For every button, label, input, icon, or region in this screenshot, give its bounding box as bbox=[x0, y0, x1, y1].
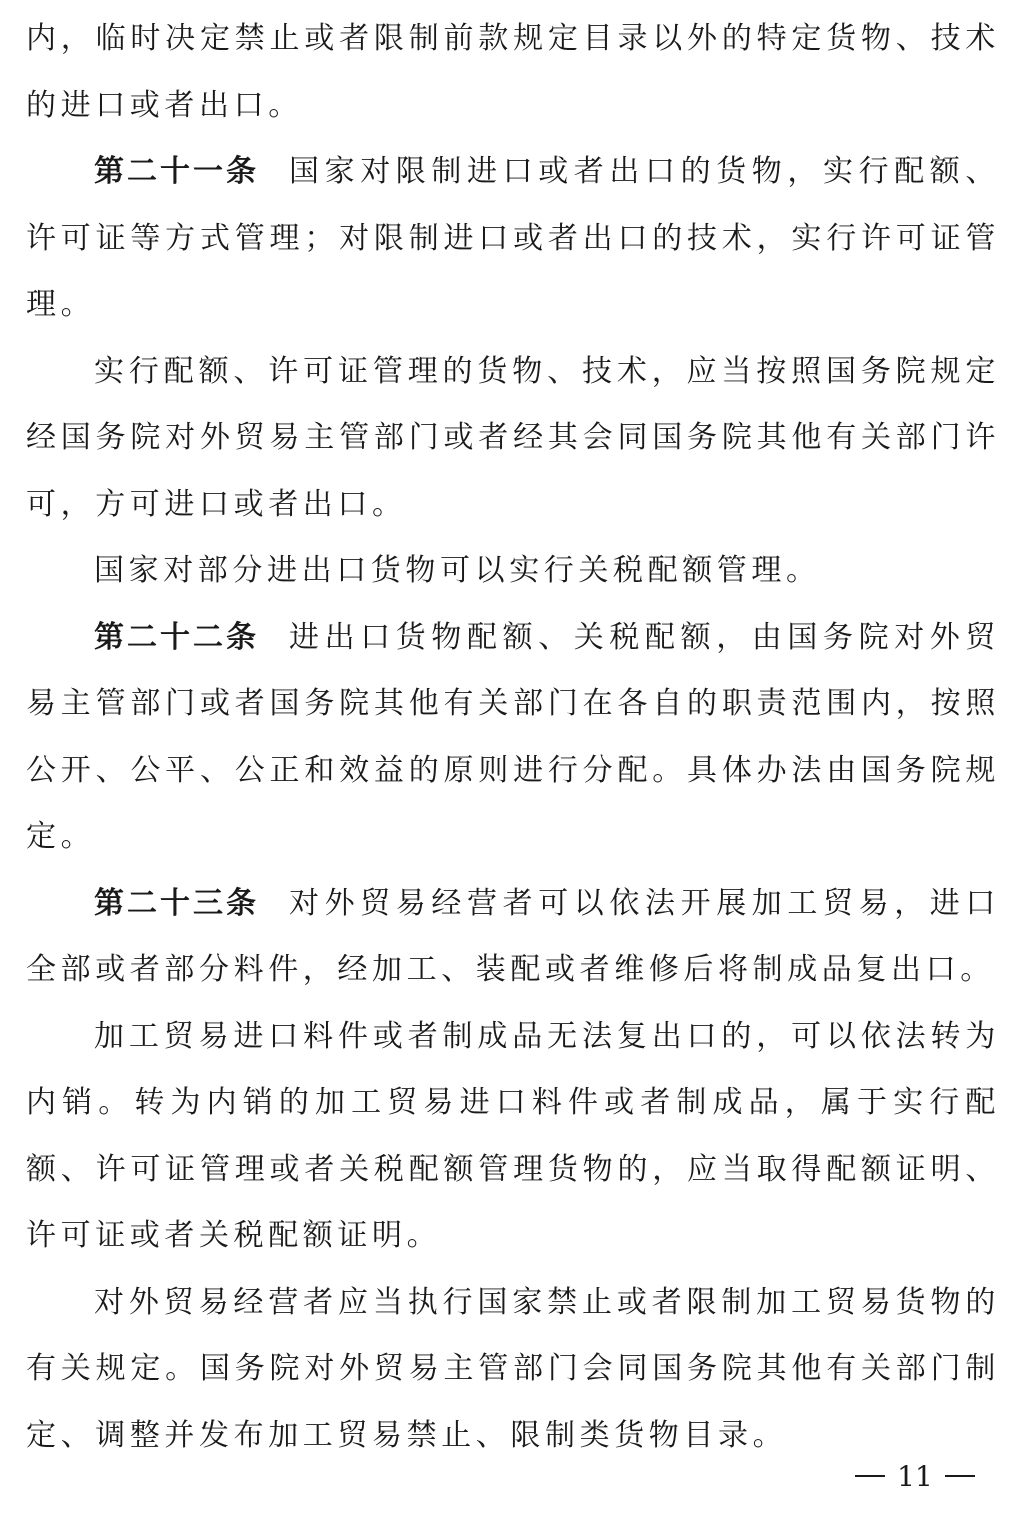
footer-dash-left bbox=[855, 1475, 885, 1477]
article-23-paragraph bbox=[26, 871, 1000, 1004]
paragraph-text: 对外贸易经营者应当执行国家禁止或者限制加工贸易货物的有关规定。国务院对外贸易主管部门会同国务院其他有关部门制定、调整并发布加工贸易禁止、限制类货物目录。 bbox=[26, 1284, 1000, 1453]
paragraph-text: 内，临时决定禁止或者限制前款规定目录以外的特定货物、技术的进口或者出口。 bbox=[26, 21, 1000, 123]
article-21-clause-3 bbox=[26, 538, 1000, 605]
article-23-clause-2 bbox=[26, 1004, 1000, 1270]
paragraph-text: 国家对部分进出口货物可以实行关税配额管理。 bbox=[94, 553, 821, 588]
article-23-heading: 第二十三条 bbox=[94, 885, 259, 921]
document-page bbox=[26, 0, 1000, 1469]
article-21-paragraph bbox=[26, 139, 1000, 339]
article-21-clause-2 bbox=[26, 339, 1000, 539]
article-22-heading: 第二十二条 bbox=[94, 619, 259, 655]
paragraph-continuation bbox=[26, 6, 1000, 139]
paragraph-text: 国家对限制进口或者出口的货物，实行配额、许可证等方式管理；对限制进口或者出口的技术，实行许可证管理。 bbox=[26, 154, 1000, 322]
paragraph-text: 对外贸易经营者可以依法开展加工贸易，进口全部或者部分料件，经加工、装配或者维修后将制成品复出口。 bbox=[26, 885, 1000, 987]
paragraph-text: 进出口货物配额、关税配额，由国务院对外贸易主管部门或者国务院其他有关部门在各自的职责范围内，按照公开、公平、公正和效益的原则进行分配。具体办法由国务院规定。 bbox=[26, 619, 1000, 854]
article-21-heading: 第二十一条 bbox=[94, 154, 259, 189]
page-number: 11 bbox=[897, 1459, 933, 1493]
article-23-clause-3 bbox=[26, 1270, 1000, 1470]
article-22-paragraph bbox=[26, 605, 1000, 871]
paragraph-text: 加工贸易进口料件或者制成品无法复出口的，可以依法转为内销。转为内销的加工贸易进口料件或者制成品，属于实行配额、许可证管理或者关税配额管理货物的，应当取得配额证明、许可证或者关税配额证明。 bbox=[26, 1018, 1000, 1253]
page-footer bbox=[840, 1456, 990, 1496]
paragraph-text: 实行配额、许可证管理的货物、技术，应当按照国务院规定经国务院对外贸易主管部门或者经其会同国务院其他有关部门许可，方可进口或者出口。 bbox=[26, 353, 1000, 522]
footer-dash-right bbox=[945, 1475, 975, 1477]
